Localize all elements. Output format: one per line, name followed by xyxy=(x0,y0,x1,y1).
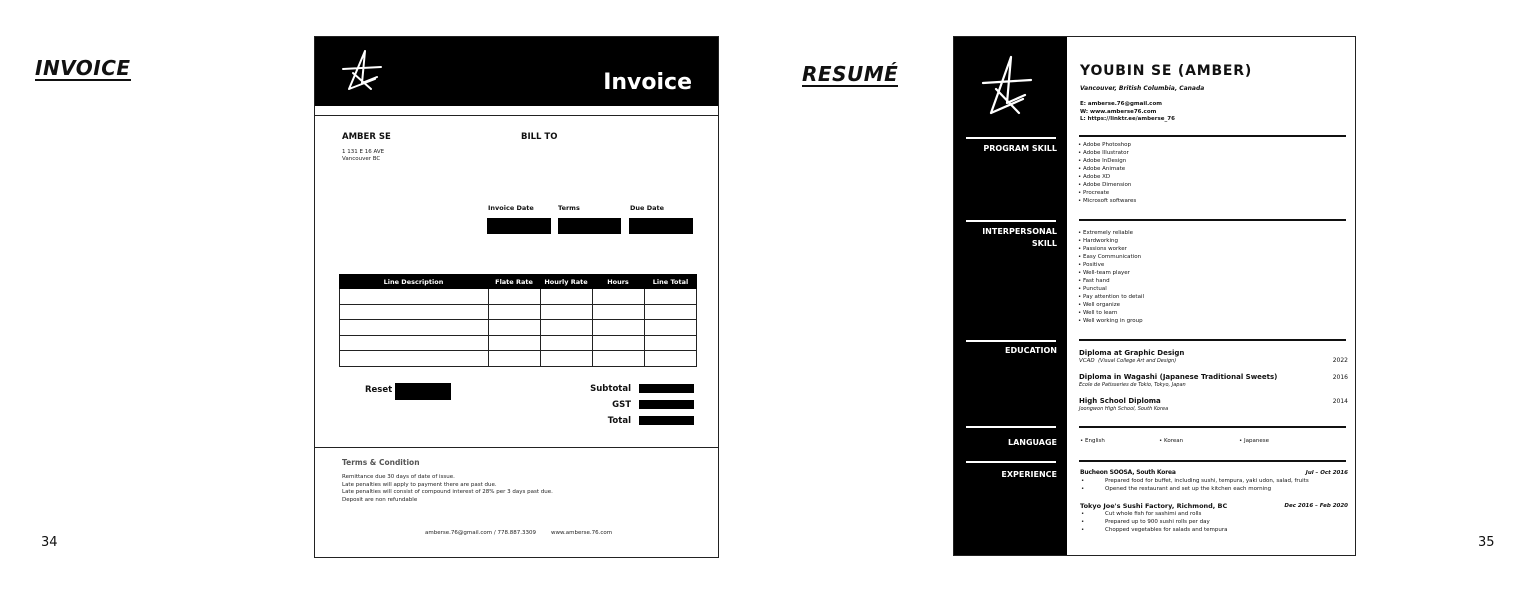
line-items-table xyxy=(339,274,697,367)
reset-button[interactable] xyxy=(395,383,451,400)
section-rule xyxy=(1079,460,1346,462)
table-cell[interactable] xyxy=(488,336,540,351)
table-cell[interactable] xyxy=(592,320,644,335)
section-rule xyxy=(1079,426,1346,428)
table-cell[interactable] xyxy=(339,351,488,366)
list-item: • Opened the restaurant and set up the kitchen each morning xyxy=(1081,486,1309,494)
terms-title: Terms & Condition xyxy=(342,458,420,467)
invoice-section-label: INVOICE xyxy=(35,56,131,80)
list-item: • Adobe XD xyxy=(1078,173,1136,181)
list-item: • Prepared up to 900 sushi rolls per day xyxy=(1081,519,1228,527)
table-cell[interactable] xyxy=(540,289,592,304)
gst-field[interactable] xyxy=(639,400,694,409)
total-field[interactable] xyxy=(639,416,694,425)
list-item: • Adobe Illustrator xyxy=(1078,149,1136,157)
from-address-line-1: 1 131 E 16 AVE xyxy=(342,149,385,155)
gst-label: GST xyxy=(612,400,631,410)
list-item: • Pay attention to detail xyxy=(1078,293,1144,301)
invoice-header xyxy=(315,37,718,106)
list-item: • Procreate xyxy=(1078,189,1136,197)
bill-to-label: BILL TO xyxy=(521,132,558,142)
education-2-year: 2016 xyxy=(1332,374,1348,381)
experience-heading: EXPERIENCE xyxy=(1001,470,1057,479)
education-2-school: Ecole de Patisseries de Tokio, Tokyo, Japan xyxy=(1079,382,1186,388)
table-body xyxy=(339,289,697,367)
table-cell[interactable] xyxy=(339,336,488,351)
table-cell[interactable] xyxy=(339,289,488,304)
star-logo-icon xyxy=(341,49,383,93)
education-1-school-full: (Visual College Art and Design) xyxy=(1098,358,1177,364)
language-japanese: • Japanese xyxy=(1239,438,1269,444)
table-row xyxy=(339,305,697,321)
list-item: • Adobe Photoshop xyxy=(1078,141,1136,149)
table-row xyxy=(339,336,697,352)
table-header xyxy=(339,274,697,289)
reset-label: Reset xyxy=(365,385,393,395)
subtotal-field[interactable] xyxy=(639,384,694,393)
language-korean-text: Korean xyxy=(1164,438,1184,444)
section-rule xyxy=(1079,219,1346,221)
sidebar-rule xyxy=(966,461,1056,463)
contact-linktree: L: https://linktr.ee/amberse_76 xyxy=(1080,116,1175,122)
contact-email: E: amberse.76@gmail.com xyxy=(1080,101,1162,107)
table-row xyxy=(339,320,697,336)
language-english: • English xyxy=(1080,438,1105,444)
list-item: • Extremely reliable xyxy=(1078,229,1144,237)
due-date-field[interactable] xyxy=(629,218,693,234)
col-flate-rate: Flate Rate xyxy=(495,277,533,286)
list-item: • Chopped vegetables for salads and tempura xyxy=(1081,527,1228,535)
education-heading: EDUCATION xyxy=(1005,346,1057,355)
education-3-title: High School Diploma xyxy=(1079,397,1161,405)
list-item: • Easy Communication xyxy=(1078,253,1144,261)
section-rule xyxy=(1079,339,1346,341)
list-item: • Passions worker xyxy=(1078,245,1144,253)
program-skill-list xyxy=(1078,141,1136,205)
list-item: • Punctual xyxy=(1078,285,1144,293)
page-number-right: 35 xyxy=(1478,535,1495,550)
interpersonal-skill-heading xyxy=(982,226,1057,250)
list-item: • Adobe Dimension xyxy=(1078,181,1136,189)
language-japanese-text: Japanese xyxy=(1244,438,1269,444)
education-3-school: Joongwon High School, South Korea xyxy=(1079,406,1169,412)
table-cell[interactable] xyxy=(540,305,592,320)
experience-2-title: Tokyo Joe's Sushi Factory, Richmond, BC xyxy=(1080,502,1228,510)
sidebar-rule xyxy=(966,426,1056,428)
experience-1-duties xyxy=(1081,478,1309,494)
footer-website: www.amberse.76.com xyxy=(551,530,613,536)
sidebar-rule xyxy=(966,220,1056,222)
resume-sidebar xyxy=(954,37,1067,555)
table-cell[interactable] xyxy=(339,305,488,320)
resume-location: Vancouver, British Columbia, Canada xyxy=(1080,85,1205,92)
terms-line-2: Late penalties will apply to payment there are past due. xyxy=(342,481,497,488)
language-korean: • Korean xyxy=(1159,438,1184,444)
header-divider xyxy=(315,115,718,116)
section-rule xyxy=(1079,135,1346,137)
terms-line-3: Late penalties will consist of compound interest of 28% per 3 days past due. xyxy=(342,489,553,495)
table-cell[interactable] xyxy=(592,305,644,320)
terms-line-4: Deposit are non refundable xyxy=(342,496,418,503)
sidebar-rule xyxy=(966,137,1056,139)
list-item: • Microsoft softwares xyxy=(1078,197,1136,205)
list-item: • Hardworking xyxy=(1078,237,1144,245)
table-cell[interactable] xyxy=(488,320,540,335)
list-item: • Adobe InDesign xyxy=(1078,157,1136,165)
experience-2-date: Dec 2016 – Feb 2020 xyxy=(1284,503,1348,509)
table-cell[interactable] xyxy=(488,351,540,366)
language-heading: LANGUAGE xyxy=(1007,438,1057,447)
list-item: • Well organize xyxy=(1078,301,1144,309)
table-cell[interactable] xyxy=(339,320,488,335)
due-date-label: Due Date xyxy=(630,204,664,212)
table-cell[interactable] xyxy=(540,351,592,366)
table-cell[interactable] xyxy=(540,336,592,351)
col-hourly-rate: Hourly Rate xyxy=(544,277,588,286)
star-logo-icon xyxy=(981,55,1033,117)
table-cell[interactable] xyxy=(644,351,697,366)
experience-2-duties xyxy=(1081,511,1228,534)
col-line-total: Line Total xyxy=(652,277,689,286)
invoice-date-label: Invoice Date xyxy=(488,204,534,212)
education-1-school-abbr: VCAD xyxy=(1079,358,1095,364)
education-2-title: Diploma in Wagashi (Japanese Traditional Sweets) xyxy=(1079,373,1278,381)
subtotal-label: Subtotal xyxy=(590,384,631,394)
interpersonal-heading-line-2: SKILL xyxy=(1031,239,1057,248)
invoice-date-field[interactable] xyxy=(487,218,551,234)
resume-page xyxy=(953,36,1356,556)
list-item: • Well to learn xyxy=(1078,309,1144,317)
col-hours: Hours xyxy=(607,277,629,286)
table-row xyxy=(339,289,697,305)
contact-website: W: www.amberse76.com xyxy=(1080,108,1157,115)
col-line-description: Line Description xyxy=(383,277,444,286)
list-item: • Cut whole fish for sashimi and rolls xyxy=(1081,511,1228,519)
table-cell[interactable] xyxy=(540,320,592,335)
education-1-title: Diploma at Graphic Design xyxy=(1079,349,1185,357)
table-cell[interactable] xyxy=(488,305,540,320)
education-1-year: 2022 xyxy=(1332,357,1348,364)
list-item: • Well working in group xyxy=(1078,317,1144,325)
interpersonal-skill-list xyxy=(1078,229,1144,325)
footer-divider xyxy=(315,447,718,448)
table-cell[interactable] xyxy=(644,320,697,335)
footer-contact: amberse.76@gmail.com / 778.887.3309 xyxy=(425,530,536,536)
table-cell[interactable] xyxy=(644,289,697,304)
list-item: • Positive xyxy=(1078,261,1144,269)
table-cell[interactable] xyxy=(488,289,540,304)
table-cell[interactable] xyxy=(644,336,697,351)
table-row xyxy=(339,351,697,367)
page-number-left: 34 xyxy=(41,535,58,550)
resume-section-label: RESUMÉ xyxy=(802,62,899,86)
education-1-school xyxy=(1079,358,1176,364)
list-item: • Prepared food for buffet, including sushi, tempura, yaki udon, salad, fruits xyxy=(1081,478,1309,486)
from-name: AMBER SE xyxy=(342,132,391,142)
resume-name: YOUBIN SE (AMBER) xyxy=(1080,63,1253,79)
list-item: • Fast hand xyxy=(1078,277,1144,285)
program-skill-heading: PROGRAM SKILL xyxy=(983,144,1057,153)
table-cell[interactable] xyxy=(592,289,644,304)
experience-1-date: Jul – Oct 2016 xyxy=(1305,470,1348,476)
interpersonal-heading-line-1: INTERPERSONAL xyxy=(982,227,1057,236)
total-label: Total xyxy=(607,416,631,426)
list-item: • Adobe Animate xyxy=(1078,165,1136,173)
sidebar-rule xyxy=(966,340,1056,342)
table-cell[interactable] xyxy=(592,351,644,366)
list-item: • Well-team player xyxy=(1078,269,1144,277)
from-address-line-2: Vancouver BC xyxy=(342,156,381,162)
terms-field[interactable] xyxy=(558,218,621,234)
language-english-text: English xyxy=(1085,438,1105,444)
table-cell[interactable] xyxy=(644,305,697,320)
invoice-title: Invoice xyxy=(603,70,692,95)
experience-1-title: Bucheon SOOSA, South Korea xyxy=(1080,469,1176,476)
education-3-year: 2014 xyxy=(1332,398,1348,405)
invoice-page xyxy=(314,36,719,558)
table-cell[interactable] xyxy=(592,336,644,351)
terms-label: Terms xyxy=(558,204,580,212)
terms-line-1: Remittance due 30 days of date of issue. xyxy=(342,474,455,480)
